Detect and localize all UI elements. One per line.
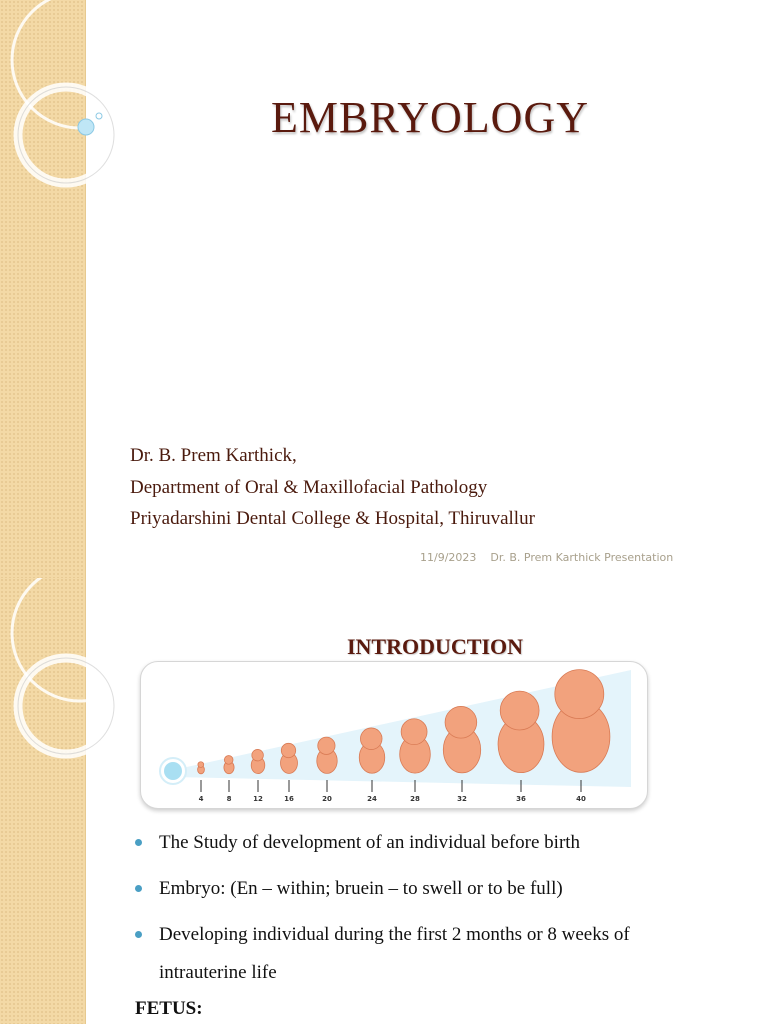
introduction-slide [0,578,768,1024]
author-name: Dr. B. Prem Karthick, [130,445,297,466]
footer-date: 11/9/2023 [420,551,477,564]
fetus-figure [224,756,234,774]
week-label: 16 [284,795,294,803]
decorative-circles [0,0,140,578]
decorative-circles [0,578,140,1024]
bullet-dot-icon [135,931,142,938]
bullet-item: Embryo: (En – within; bruein – to swell or to be full) [135,870,735,908]
fetus-figure [281,743,298,773]
fetus-figure [251,749,265,773]
fetal-development-image [140,661,648,809]
fetus-heading: FETUS: [135,998,203,1019]
week-label: 36 [516,795,526,803]
fetal-growth-illustration [141,662,647,808]
week-label: 40 [576,795,586,803]
fetus-figure [317,737,337,773]
week-label: 32 [457,795,467,803]
college-name: Priyadarshini Dental College & Hospital, Thiruvallur [130,508,535,529]
fetus-figure [198,762,205,774]
bullet-list [135,824,735,992]
department-name: Department of Oral & Maxillofacial Pathology [130,477,488,498]
fetus-figure [400,719,431,773]
fetus-figure [552,670,610,773]
slide-footer [420,551,687,564]
fetus-figure [359,728,385,773]
week-label: 24 [367,795,377,803]
presentation-title: EMBRYOLOGY [270,93,590,142]
bullet-item: The Study of development of an individual before birth [135,824,735,862]
bullet-item: Developing individual during the first 2 months or 8 weeks of intrauterine life [135,916,699,992]
bullet-dot-icon [135,885,142,892]
week-label: 20 [322,795,332,803]
week-label: 4 [198,795,204,803]
footer-text: Dr. B. Prem Karthick Presentation [490,551,674,564]
week-label: 12 [253,795,263,803]
week-label: 28 [410,795,420,803]
week-label: 8 [226,795,232,803]
fetus-figure [498,691,544,773]
fetus-figure [443,706,480,772]
bullet-dot-icon [135,839,142,846]
slide-title: INTRODUCTION [346,634,524,659]
